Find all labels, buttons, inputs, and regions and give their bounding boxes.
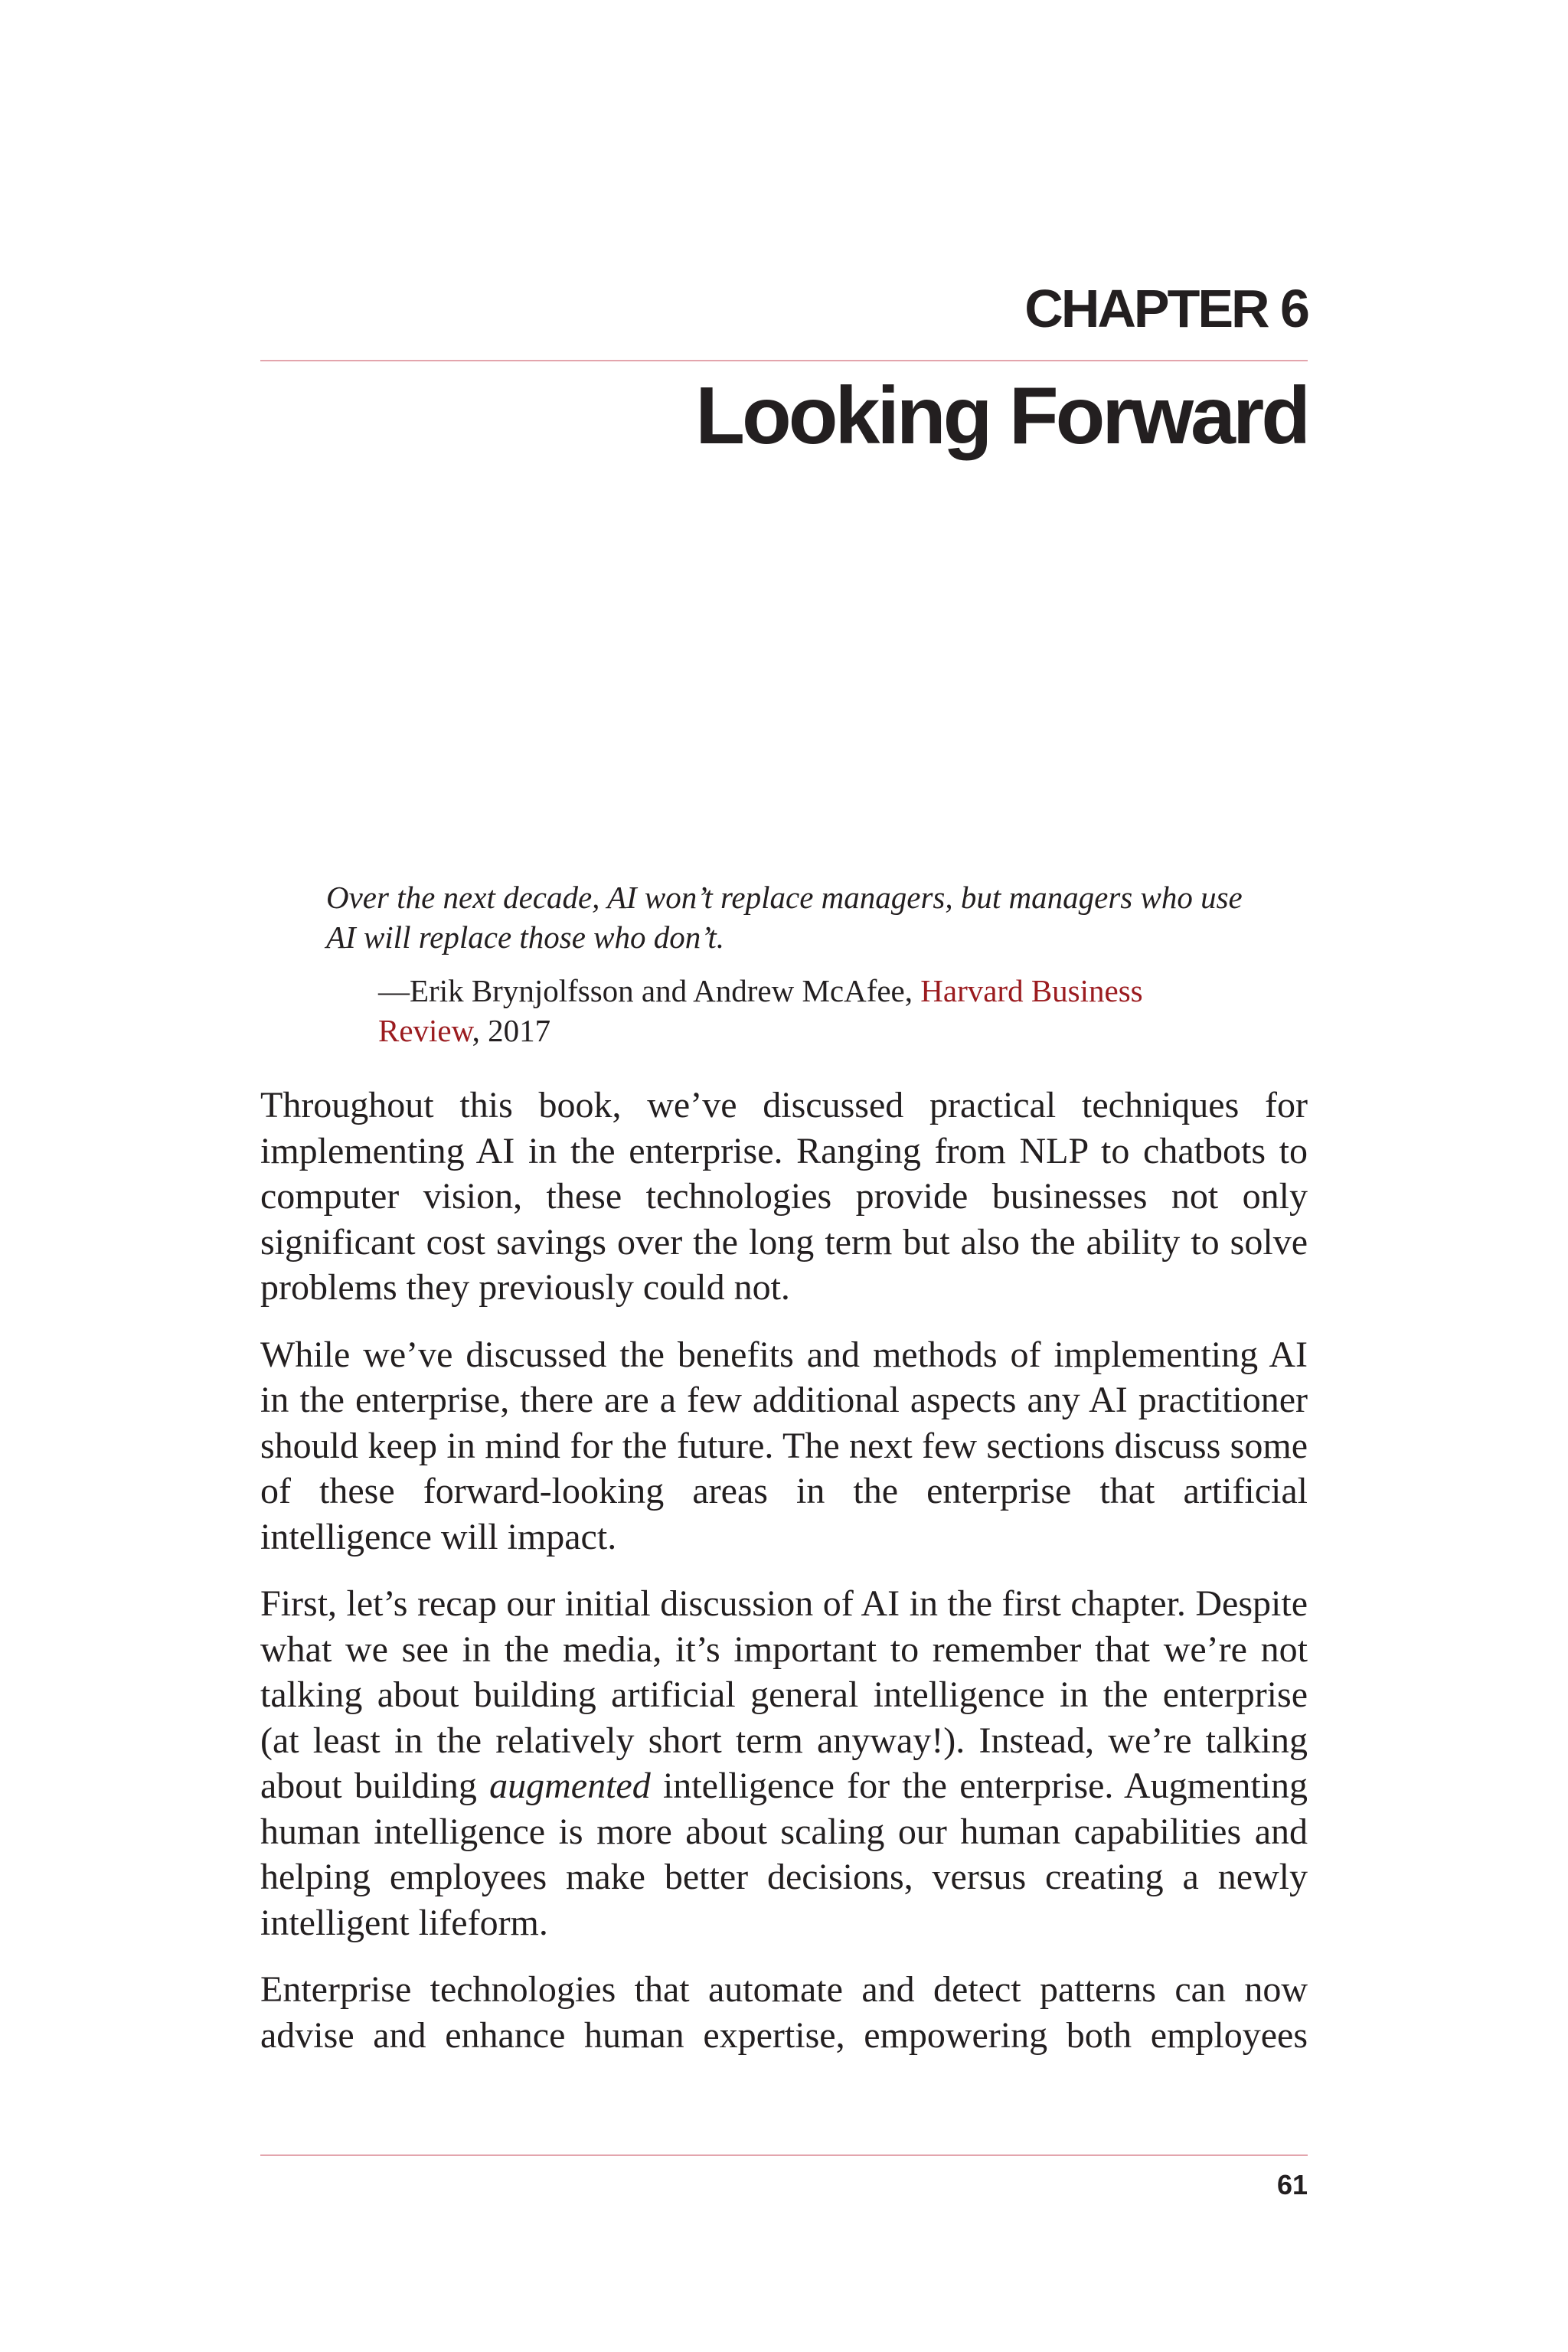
emphasis-augmented: augmented	[489, 1766, 651, 1806]
footer-rule	[260, 2154, 1308, 2156]
body-paragraph-3	[260, 1581, 1308, 1945]
body-paragraph-1: Throughout this book, we’ve discussed practical techniques for implementing AI in the enterprise. Ranging from NLP to chatbots to computer vision, these technologies provide businesses not only significant cost savings over the long term but also the ability to solve problems they previously could not.	[260, 1085, 1308, 1308]
chapter-label: CHAPTER 6	[1024, 279, 1308, 338]
page-number: 61	[1276, 2169, 1308, 2200]
attribution-year: , 2017	[472, 1013, 551, 1048]
epigraph-quote: Over the next decade, AI won’t replace managers, but managers who use AI will replace those who don’t.	[326, 880, 1243, 955]
body-paragraph-4: Enterprise technologies that automate and detect patterns can now advise and enhance human expertise, empowering both employees	[260, 1969, 1308, 2056]
epigraph-attribution	[378, 971, 1251, 1050]
chapter-rule	[260, 360, 1308, 361]
body-paragraph-2: While we’ve discussed the benefits and methods of implementing AI in the enterprise, there are a few additional aspects any AI practitioner should keep in mind for the future. The next few sections discuss some of these forward-looking areas in the enterprise that artificial intelligence will impact.	[260, 1334, 1308, 1557]
attribution-authors: —Erik Brynjolfsson and Andrew McAfee,	[378, 973, 921, 1008]
chapter-body	[260, 1083, 1308, 2079]
chapter-title: Looking Forward	[695, 371, 1308, 461]
paragraph-3-text-start: First, let’s recap our initial discussion of AI in the first chapter. Despite what we see in the media, it’s important to remember that we’re not talking about building artificial general intelligence in the enterprise (at least in the relatively short term anyway!). Instead, we’re talking about building	[260, 1583, 1308, 1806]
paragraph-3-text-end: intelligence for the enterprise. Augmenting human intelligence is more about scaling our human capabilities and helping employees make better decisions, versus creating a newly intelligent lifeform.	[260, 1766, 1308, 1943]
harvard-business-review-link[interactable]: Harvard Business Review	[378, 973, 1143, 1048]
